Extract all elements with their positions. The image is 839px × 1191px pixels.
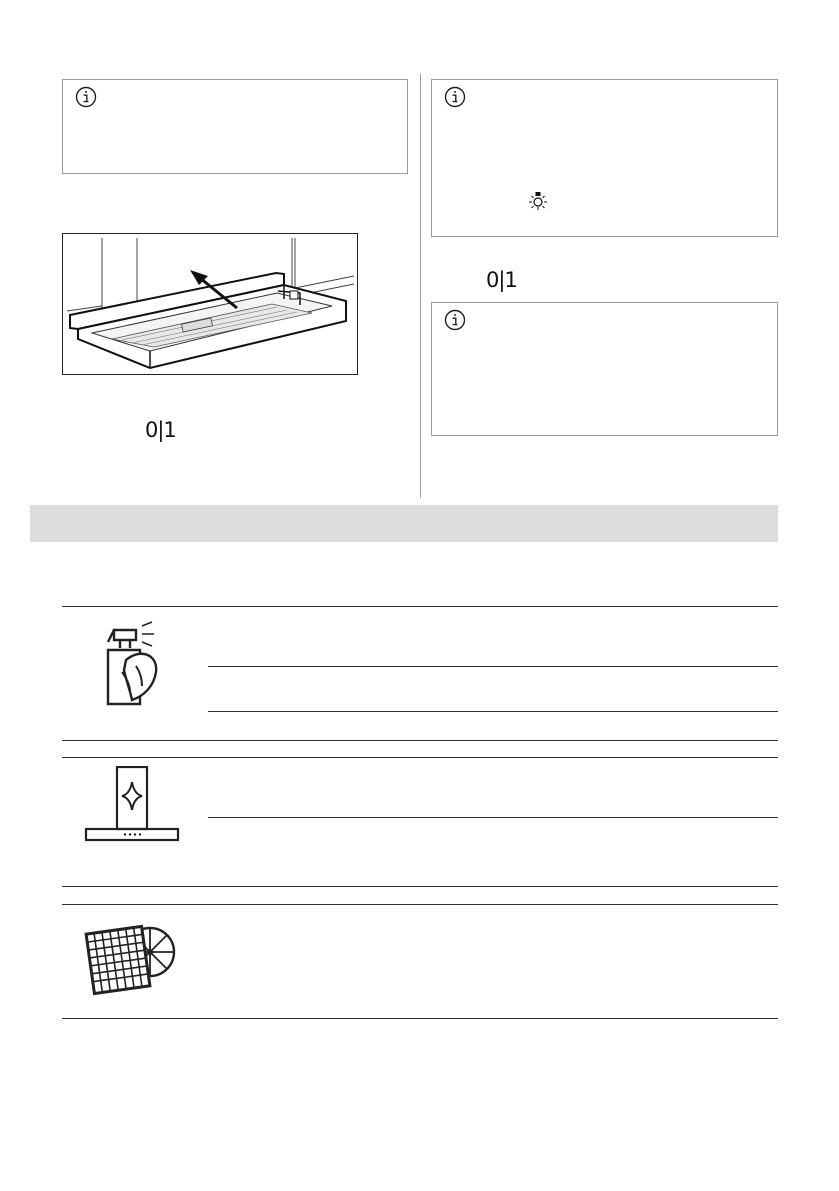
table-cell-divider — [208, 666, 778, 667]
info-icon — [75, 86, 97, 108]
table-row-divider — [62, 1018, 778, 1019]
left-info-box — [62, 79, 408, 174]
table-row-divider — [62, 886, 778, 887]
cooker-hood-slide-out-illustration — [62, 233, 358, 375]
section-heading-band — [30, 505, 778, 542]
power-symbol-right: 0|1 — [486, 268, 517, 292]
hood-clean-surface-icon — [84, 766, 180, 842]
table-cell-divider — [208, 711, 778, 712]
right-info-box-top — [431, 79, 778, 237]
table-row-divider — [62, 740, 778, 741]
light-bulb-icon — [527, 191, 549, 215]
spray-cleaning-icon — [100, 620, 164, 710]
column-divider — [420, 74, 421, 498]
right-info-box-bottom — [431, 302, 778, 436]
info-icon — [444, 86, 466, 108]
power-symbol-left: 0|1 — [145, 418, 176, 442]
info-icon — [444, 309, 466, 331]
grease-filter-icon — [80, 912, 180, 1002]
table-row-divider — [62, 757, 778, 758]
table-cell-divider — [208, 817, 778, 818]
table-row-divider — [62, 606, 778, 607]
table-row-divider — [62, 904, 778, 905]
